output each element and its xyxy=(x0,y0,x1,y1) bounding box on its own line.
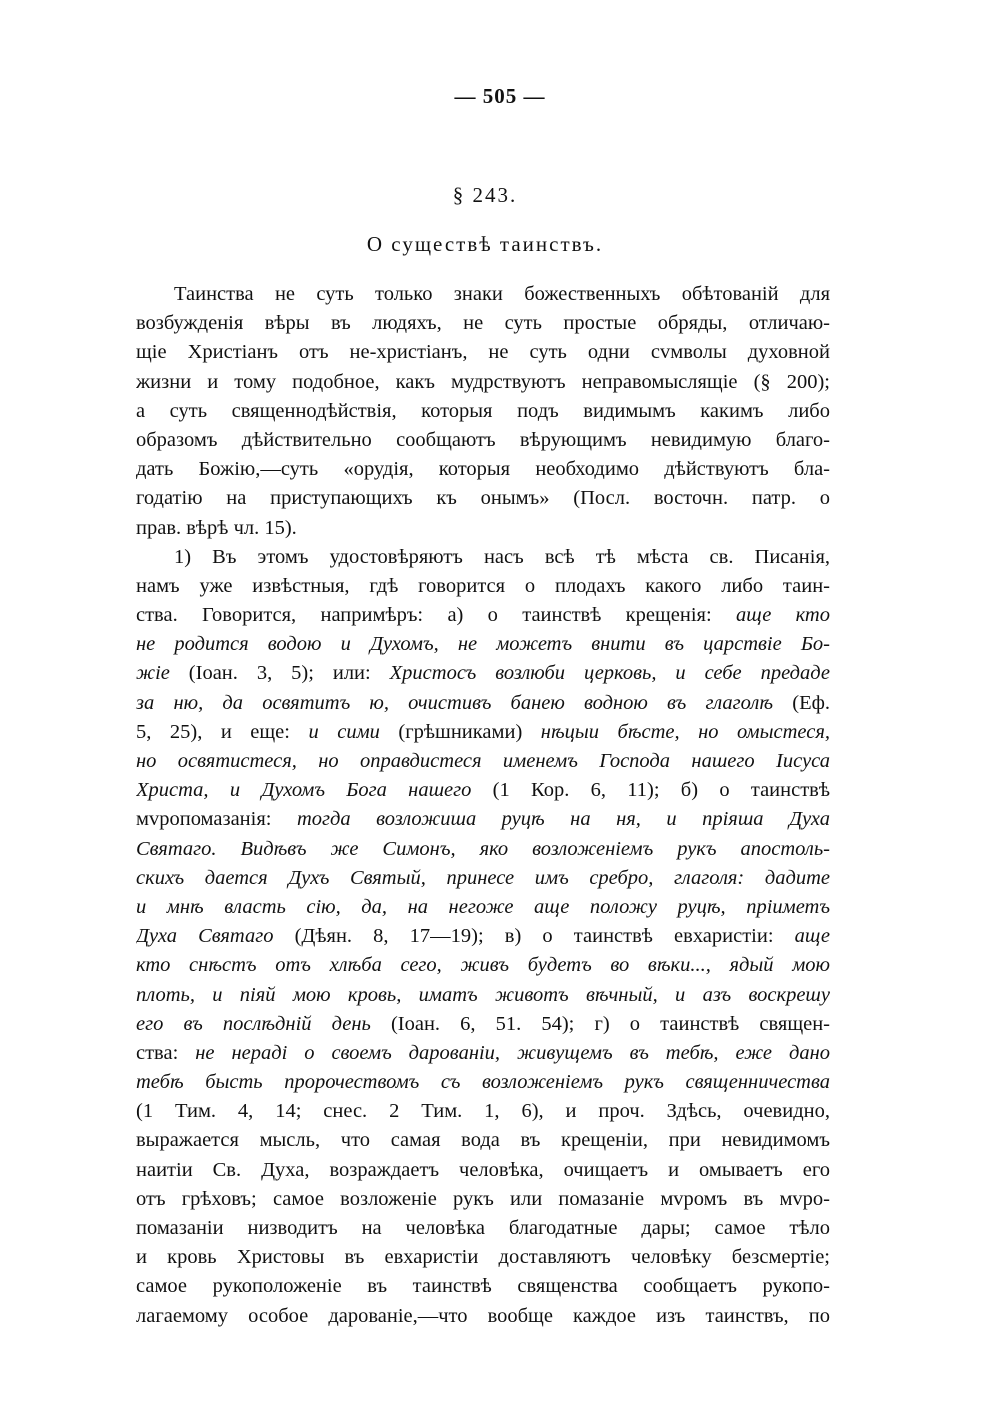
italic-quote-segment: аще xyxy=(794,925,830,948)
text-line xyxy=(136,309,830,338)
text-segment: (Дѣян. 8, 17—19); в) о таинствѣ евхаристіи: xyxy=(273,925,795,948)
text-line xyxy=(136,543,830,572)
text-line xyxy=(136,1214,830,1243)
italic-quote-segment: нѣцыи бѣсте, но омыстеся, xyxy=(540,720,830,743)
body-text xyxy=(136,280,830,1331)
italic-quote-segment: тебѣ бысть пророчествомъ съ возложеніемъ рукъ священничества xyxy=(136,1071,830,1094)
text-line xyxy=(136,864,830,893)
text-line xyxy=(136,484,830,513)
text-line xyxy=(136,893,830,922)
italic-quote-segment: Христосъ возлюби церковь, и себе предаде xyxy=(389,662,830,685)
text-line xyxy=(136,1039,830,1068)
italic-quote-segment: не родится водою и Духомъ, не можетъ внити въ царствіе Бо- xyxy=(136,633,830,656)
text-segment: ства. Говорится, напримѣръ: а) о таинствѣ крещенія: xyxy=(136,604,736,627)
text-line xyxy=(136,338,830,367)
italic-quote-segment: жіе xyxy=(136,662,170,685)
text-line xyxy=(136,922,830,951)
text-line xyxy=(136,1156,830,1185)
text-segment: помазаніи низводитъ на человѣка благодатные дары; самое тѣло xyxy=(136,1217,830,1239)
italic-quote-segment: плоть, и піяй мою кровь, иматъ животъ вѣчный, и азъ воскрешу xyxy=(136,983,830,1006)
text-line xyxy=(136,455,830,484)
text-segment: мvропомазанія: xyxy=(136,808,297,831)
italic-quote-segment: Святаго. Видѣвъ же Симонъ, яко возложеніемъ рукъ апостоль- xyxy=(136,837,830,860)
text-segment: (1 Тим. 4, 14; снес. 2 Тим. 1, 6), и проч. Здѣсь, очевидно, xyxy=(136,1100,830,1123)
section-title: О существѣ таинствъ. xyxy=(366,232,604,256)
italic-quote-segment: и мнѣ власть сію, да, на негоже аще положу руцѣ, пріиметъ xyxy=(136,895,830,918)
italic-quote-segment: не нерадi о своемъ дарованіи, живущемъ въ тебѣ, еже дано xyxy=(195,1041,830,1064)
text-line xyxy=(136,981,830,1010)
italic-quote-segment: кто снѣстъ отъ хлѣба сего, живъ будетъ во вѣки..., ядый мою xyxy=(136,954,830,977)
text-line xyxy=(136,397,830,426)
text-segment: (Іоан. 3, 5); или: xyxy=(169,662,390,685)
text-line xyxy=(136,1097,830,1126)
section-number: § 243. xyxy=(452,183,518,207)
text-segment: 1) Въ этомъ удостовѣряютъ насъ всѣ тѣ мѣста св. Писанія, xyxy=(174,545,830,568)
text-line xyxy=(136,630,830,659)
text-line xyxy=(136,514,830,543)
italic-quote-segment: аще кто xyxy=(735,604,830,627)
text-line xyxy=(136,280,830,309)
text-segment: а суть священнодѣйствія, которыя подъ видимымъ какимъ либо xyxy=(136,399,830,422)
text-segment: и кровь Христовы въ евхаристіи доставляютъ человѣку безсмертіе; xyxy=(136,1246,830,1269)
text-line xyxy=(136,1302,830,1331)
text-segment: возбужденія вѣры въ людяхъ, не суть простые обряды, отличаю- xyxy=(136,312,830,335)
text-line xyxy=(136,1010,830,1039)
text-line xyxy=(136,1272,830,1301)
text-line xyxy=(136,1126,830,1155)
text-line xyxy=(136,426,830,455)
italic-quote-segment: и сими xyxy=(308,720,380,743)
italic-quote-segment: тогда возложиша руцѣ на ня, и пріяша Духа xyxy=(296,808,830,831)
text-segment: (1 Кор. 6, 11); б) о таинствѣ xyxy=(471,779,830,802)
italic-quote-segment: скихъ дается Духъ Святый, принесе имъ сребро, глаголя: дадите xyxy=(136,866,830,889)
text-segment: Таинства не суть только знаки божественныхъ обѣтованій для xyxy=(174,283,830,305)
text-segment: намъ уже извѣстныя, гдѣ говорится о плодахъ какого либо таин- xyxy=(136,574,830,597)
text-line xyxy=(136,1068,830,1097)
text-line xyxy=(136,1185,830,1214)
text-segment: (Еф. xyxy=(773,691,830,714)
text-line xyxy=(136,951,830,980)
text-line xyxy=(136,601,830,630)
italic-quote-segment: за ню, да освятитъ ю, очистивъ банею водною въ глаголѣ xyxy=(136,691,774,714)
text-segment: выражается мысль, что самая вода въ крещеніи, при невидимомъ xyxy=(136,1129,830,1152)
text-line xyxy=(136,689,830,718)
text-segment: отъ грѣховъ; самое возложеніе рукъ или помазаніе мvромъ въ мvро- xyxy=(136,1187,830,1210)
text-segment: ства: xyxy=(136,1041,196,1064)
italic-quote-segment: но освятистеся, но оправдистеся именемъ Господа нашего Іисуса xyxy=(136,750,830,772)
text-line xyxy=(136,718,830,747)
text-line xyxy=(136,368,830,397)
text-segment: наитіи Св. Духа, возраждаетъ человѣка, очищаетъ и омываетъ его xyxy=(136,1158,830,1181)
text-segment: дать Божію,—суть «орудія, которыя необходимо дѣйствуютъ бла- xyxy=(136,458,830,481)
text-line xyxy=(136,1243,830,1272)
text-line xyxy=(136,659,830,688)
text-segment: жизни и тому подобное, какъ мудрствуютъ неправомыслящіе (§ 200); xyxy=(136,370,830,393)
page-number: — 505 — xyxy=(454,84,546,108)
text-segment: (Іоан. 6, 51. 54); г) о таинствѣ священ- xyxy=(370,1012,830,1035)
italic-quote-segment: Духа Святаго xyxy=(136,925,274,948)
text-segment: самое рукоположеніе въ таинствѣ священства сообщаетъ рукопо- xyxy=(136,1275,830,1298)
text-line xyxy=(136,835,830,864)
text-segment: 5, 25), и еще: xyxy=(136,720,309,743)
text-segment: щіе Христіанъ отъ не-христіанъ, не суть одни сvмволы духовной xyxy=(136,341,830,364)
italic-quote-segment: Христа, и Духомъ Бога нашего xyxy=(136,779,472,802)
text-line xyxy=(136,776,830,805)
text-segment: годатію на приступающихъ къ онымъ» (Посл. восточн. патр. о xyxy=(136,487,830,510)
italic-quote-segment: его въ послѣдній день xyxy=(136,1012,371,1035)
text-segment: прав. вѣрѣ чл. 15). xyxy=(136,516,297,539)
text-line xyxy=(136,572,830,601)
text-line xyxy=(136,805,830,834)
text-line xyxy=(136,747,830,776)
text-segment: (грѣшниками) xyxy=(379,720,541,743)
text-segment: образомъ дѣйствительно сообщаютъ вѣрующимъ невидимую благо- xyxy=(136,428,830,451)
text-segment: лагаемому особое дарованіе,—что вообще каждое изъ таинствъ, по xyxy=(136,1304,830,1327)
